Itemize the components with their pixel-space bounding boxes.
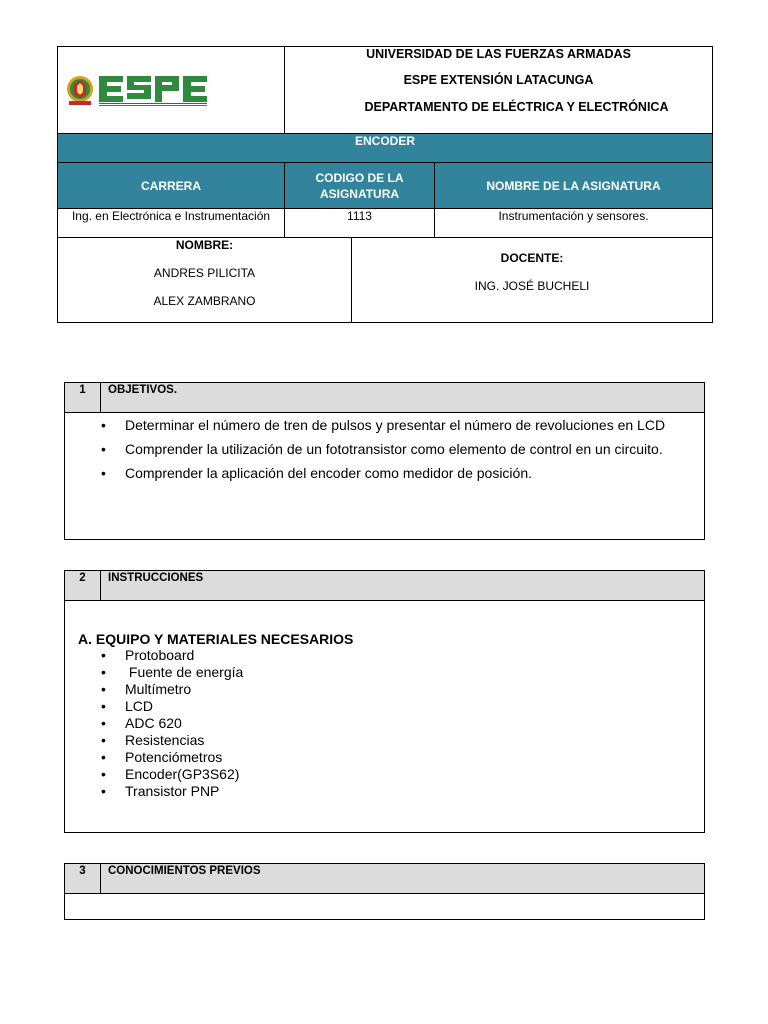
bullet-icon: • xyxy=(101,664,106,680)
list-item xyxy=(65,437,704,461)
students-cell xyxy=(58,238,352,322)
bullet-icon: • xyxy=(101,441,106,457)
logo-cell xyxy=(58,47,285,133)
department-name: DEPARTAMENTO DE ELÉCTRICA Y ELECTRÓNICA xyxy=(364,100,669,114)
list-item-text: LCD xyxy=(125,698,154,714)
bullet-icon: • xyxy=(101,417,106,433)
list-item xyxy=(65,413,704,437)
subject-header: NOMBRE DE LA ASIGNATURA xyxy=(486,178,661,193)
materials-title: A. EQUIPO Y MATERIALES NECESARIOS xyxy=(78,631,354,647)
list-item xyxy=(65,461,704,485)
list-item xyxy=(65,664,704,681)
career-value: Ing. en Electrónica e Instrumentación xyxy=(58,209,285,237)
list-item xyxy=(65,732,704,749)
subject-value: Instrumentación y sensores. xyxy=(498,209,649,223)
course-values-row xyxy=(58,209,712,238)
section-body xyxy=(65,413,704,485)
code-value: 1113 xyxy=(285,209,435,237)
column-header-row xyxy=(58,163,712,209)
student-name: ANDRES PILICITA xyxy=(153,266,256,280)
instructions-section xyxy=(64,570,705,833)
bullet-icon: • xyxy=(101,681,106,697)
list-item-text: Multímetro xyxy=(125,681,192,697)
university-name: UNIVERSIDAD DE LAS FUERZAS ARMADAS xyxy=(366,47,631,61)
bullet-icon: • xyxy=(101,715,106,731)
section-title: INSTRUCCIONES xyxy=(108,572,204,584)
career-header: CARRERA xyxy=(58,163,285,208)
list-item-text: Encoder(GP3S62) xyxy=(125,766,240,782)
section-number: 3 xyxy=(65,864,101,893)
university-info xyxy=(285,47,712,133)
teacher-label: DOCENTE: xyxy=(500,251,564,265)
teacher-cell xyxy=(352,238,712,322)
campus-name: ESPE EXTENSIÓN LATACUNGA xyxy=(403,73,594,87)
prior-knowledge-section xyxy=(64,863,705,920)
list-item xyxy=(65,681,704,698)
list-item xyxy=(65,783,704,800)
list-item-text: Potenciómetros xyxy=(125,749,223,765)
list-item xyxy=(65,698,704,715)
bullet-icon: • xyxy=(101,766,106,782)
list-item-text: Resistencias xyxy=(125,732,205,748)
espe-logo xyxy=(63,73,215,107)
section-body xyxy=(65,601,704,800)
objectives-section xyxy=(64,382,705,540)
list-item-text: Transistor PNP xyxy=(125,783,220,799)
section-header xyxy=(65,383,704,413)
bullet-icon: • xyxy=(101,732,106,748)
section-number: 1 xyxy=(65,383,101,412)
people-row xyxy=(58,238,712,322)
objectives-list xyxy=(65,413,704,485)
name-label: NOMBRE: xyxy=(175,238,234,252)
list-item xyxy=(65,766,704,783)
code-header: CODIGO DE LA ASIGNATURA xyxy=(285,163,435,208)
list-item-text: Comprender la aplicación del encoder como medidor de posición. xyxy=(125,465,533,481)
student-name: ALEX ZAMBRANO xyxy=(153,294,256,308)
list-item-text: Comprender la utilización de un fototransistor como elemento de control en un circuito. xyxy=(125,441,663,457)
bullet-icon: • xyxy=(101,465,106,481)
teacher-name: ING. JOSÉ BUCHELI xyxy=(474,279,590,293)
materials-list xyxy=(65,647,704,800)
header-title-row xyxy=(58,47,712,134)
section-header xyxy=(65,864,704,894)
topic-row: ENCODER xyxy=(58,134,712,163)
section-title: OBJETIVOS. xyxy=(108,384,178,396)
bullet-icon: • xyxy=(101,647,106,663)
bullet-icon: • xyxy=(101,783,106,799)
list-item xyxy=(65,715,704,732)
list-item-text: Determinar el número de tren de pulsos y presentar el número de revoluciones en LCD xyxy=(125,417,666,433)
list-item xyxy=(65,749,704,766)
section-number: 2 xyxy=(65,571,101,600)
header-table xyxy=(57,46,713,323)
section-header xyxy=(65,571,704,601)
list-item-text: ADC 620 xyxy=(125,715,182,731)
list-item-text: Fuente de energía xyxy=(125,664,244,680)
list-item-text: Protoboard xyxy=(125,647,195,663)
bullet-icon: • xyxy=(101,698,106,714)
bullet-icon: • xyxy=(101,749,106,765)
list-item xyxy=(65,647,704,664)
section-title: CONOCIMIENTOS PREVIOS xyxy=(108,865,261,877)
